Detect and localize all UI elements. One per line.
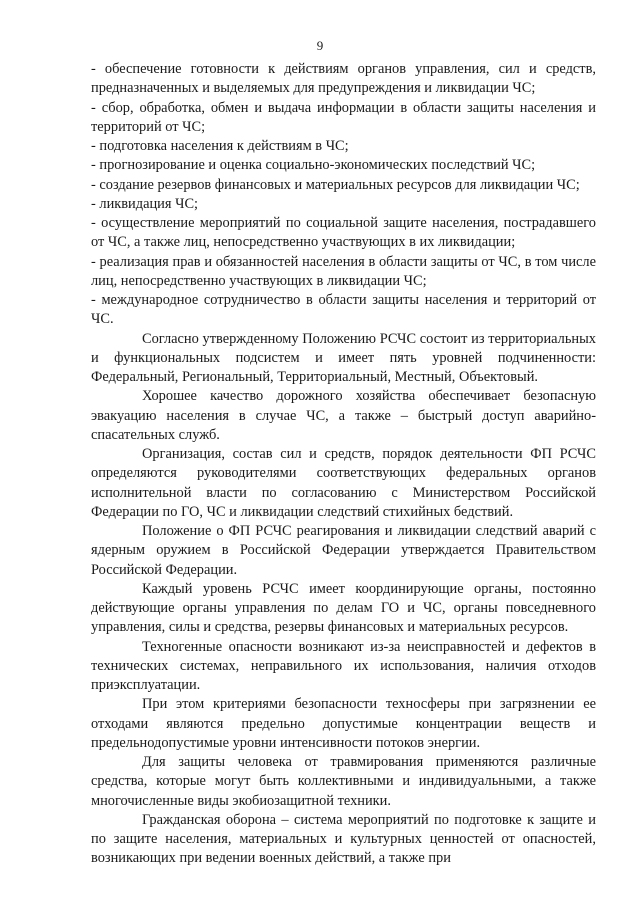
paragraph: Организация, состав сил и средств, порядок деятельности ФП РСЧС определяются руководителями соответствующих федеральных органов исполнительной власти по согласованию с Министерством Российской Федерации по ГО, ЧС и ликвидации следствий стихийных бедствий.	[91, 446, 596, 520]
paragraph: Согласно утвержденному Положению РСЧС состоит из территориальных и функциональных подсистем и имеет пять уровней подчиненности: Федеральный, Региональный, Территориальный, Местный, Объектовый.	[91, 330, 596, 385]
list-item: - сбор, обработка, обмен и выдача информации в области защиты населения и территорий от ЧС;	[91, 99, 596, 135]
list-item: - прогнозирование и оценка социально-экономических последствий ЧС;	[91, 157, 536, 174]
list-item: - создание резервов финансовых и материальных ресурсов для ликвидации ЧС;	[91, 176, 580, 193]
paragraph: Для защиты человека от травмирования применяются различные средства, которые могут быть коллективными и индивидуальными, а также многочисленные виды экобиозащитной техники.	[91, 754, 596, 809]
list-item: - подготовка населения к действиям в ЧС;	[91, 138, 349, 154]
list-item: - международное сотрудничество в области защиты населения и территорий от ЧС.	[91, 292, 596, 328]
list-item: - реализация прав и обязанностей населения в области защиты от ЧС, в том числе лиц, непосредственно участвующих в ликвидации ЧС;	[91, 253, 596, 289]
list-item: - осуществление мероприятий по социальной защите населения, пострадавшего от ЧС, а также лиц, непосредственно участвующих в их ликвидации;	[91, 215, 596, 251]
paragraph: Хорошее качество дорожного хозяйства обеспечивает безопасную эвакуацию населения в случае ЧС, а также – быстрый доступ аварийно-спасательных служб.	[91, 388, 596, 443]
paragraph: Техногенные опасности возникают из-за неисправностей и дефектов в технических системах, неправильного их использования, наличия отходов приэксплуатации.	[91, 638, 596, 693]
list-item: - обеспечение готовности к действиям органов управления, сил и средств, предназначенных и выделяемых для предупреждения и ликвидации ЧС;	[91, 61, 596, 97]
body-text	[91, 60, 596, 869]
paragraph: Гражданская оборона – система мероприятий по подготовке к защите и по защите населения, материальных и культурных ценностей от опасностей, возникающих при ведении военных действий, а также при	[91, 811, 596, 867]
paragraph: При этом критериями безопасности техносферы при загрязнении ее отходами являются предельно допустимые концентрации веществ и предельнодопустимые уровни интенсивности потоков энергии.	[91, 696, 596, 751]
list-item: - ликвидация ЧС;	[91, 195, 199, 212]
page-number: 9	[316, 38, 324, 53]
paragraph: Положение о ФП РСЧС реагирования и ликвидации следствий аварий с ядерным оружием в Российской Федерации утверждается Правительством Российской Федерации.	[91, 523, 596, 578]
paragraph: Каждый уровень РСЧС имеет координирующие органы, постоянно действующие органы управления по делам ГО и ЧС, органы повседневного управления, силы и средства, резервы финансовых и материальных ресурсов.	[91, 580, 596, 636]
